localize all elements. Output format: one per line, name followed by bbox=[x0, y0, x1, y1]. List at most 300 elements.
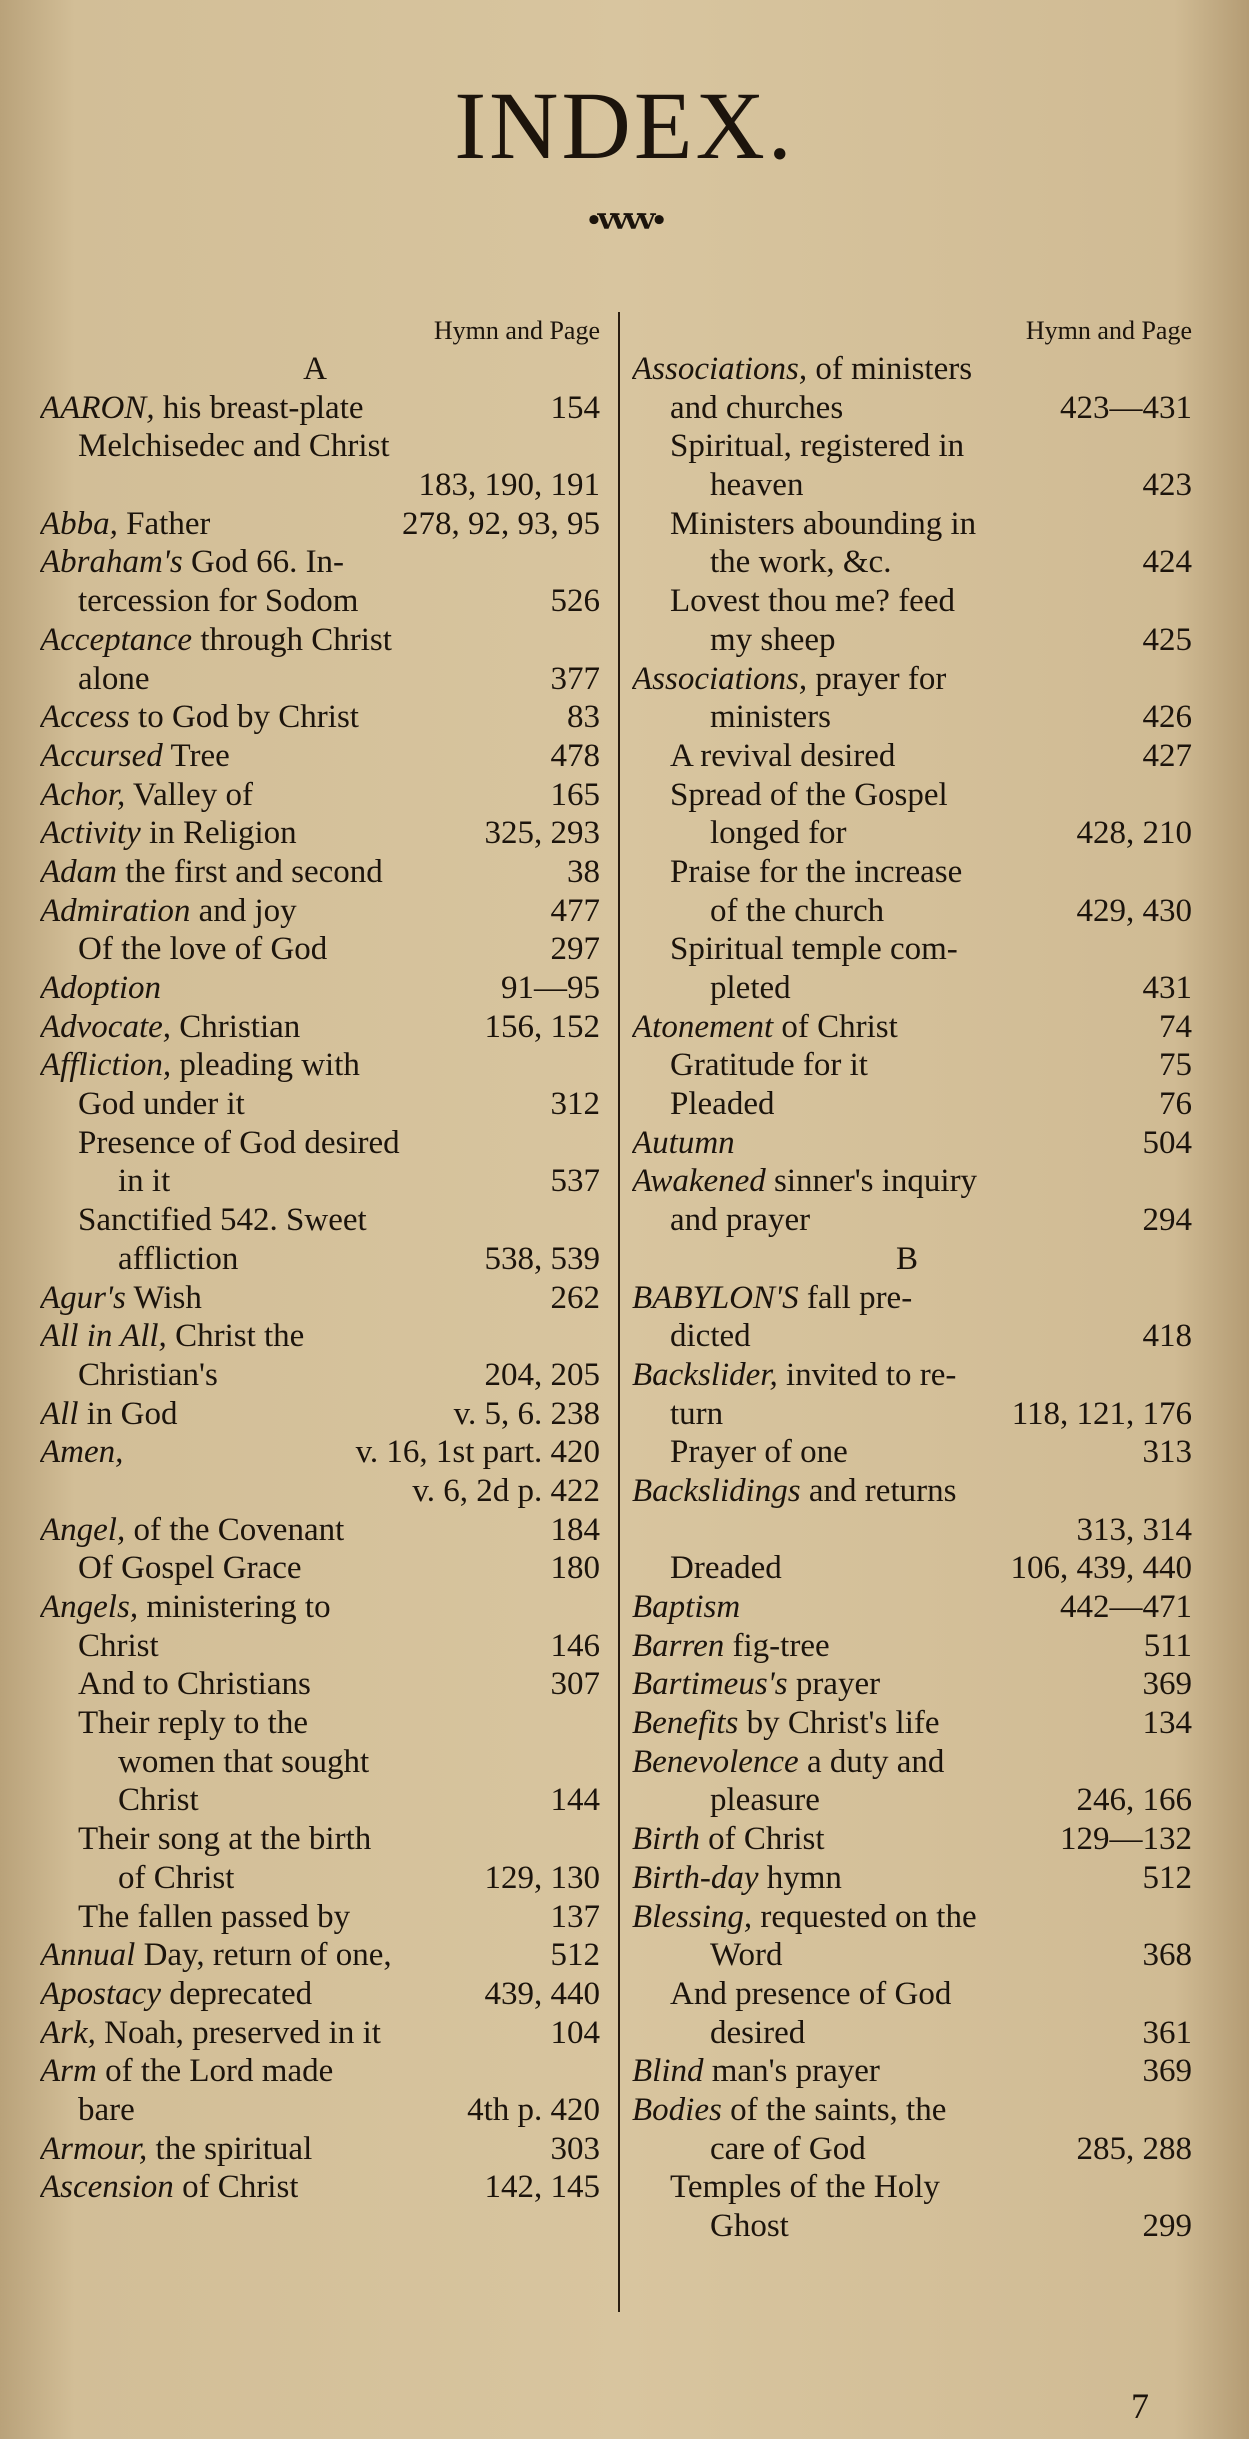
entry-text bbox=[632, 1665, 880, 1704]
entry-text bbox=[78, 930, 327, 969]
entry-text bbox=[40, 1936, 392, 1975]
entry-text bbox=[632, 1162, 977, 1201]
index-entry bbox=[40, 1511, 600, 1550]
entry-description: Christian bbox=[171, 1008, 301, 1045]
entry-keyword: Advocate, bbox=[40, 1008, 172, 1045]
index-entry bbox=[632, 2052, 1192, 2091]
index-entry bbox=[632, 814, 1192, 853]
index-entry bbox=[40, 1859, 600, 1898]
entry-page-ref: 246, 166 bbox=[1076, 1782, 1192, 1819]
entry-keyword: Apostacy bbox=[40, 1975, 161, 2012]
entry-text bbox=[670, 1975, 951, 2014]
entry-keyword: Barren bbox=[632, 1627, 725, 1664]
entry-page-ref: 285, 288 bbox=[1076, 2130, 1192, 2167]
index-entry bbox=[632, 2207, 1192, 2246]
entry-page-ref: 75 bbox=[1159, 1047, 1192, 1084]
entry-text bbox=[670, 1085, 774, 1124]
entry-text bbox=[78, 582, 358, 621]
entry-text bbox=[40, 969, 161, 1008]
index-entry bbox=[632, 1317, 1192, 1356]
entry-description: A revival desired bbox=[670, 737, 896, 774]
entry-page-ref: 297 bbox=[550, 931, 600, 968]
index-entry bbox=[40, 2091, 600, 2130]
entry-description: care of God bbox=[710, 2130, 866, 2167]
entry-description: God 66. In- bbox=[182, 544, 345, 581]
index-entry bbox=[632, 1859, 1192, 1898]
index-entry bbox=[40, 1085, 600, 1124]
entry-text bbox=[710, 892, 884, 931]
index-entry bbox=[632, 2014, 1192, 2053]
entry-page-ref: 537 bbox=[550, 1163, 600, 1200]
index-entry bbox=[40, 1936, 600, 1975]
index-entry bbox=[40, 776, 600, 815]
index-entry bbox=[632, 1472, 1192, 1511]
entry-page-ref: 303 bbox=[550, 2130, 600, 2167]
index-entry bbox=[40, 543, 600, 582]
index-entry bbox=[632, 1820, 1192, 1859]
entry-text bbox=[118, 1240, 238, 1279]
entry-description: Christian's bbox=[78, 1356, 218, 1393]
entry-page-ref: 423—431 bbox=[1060, 389, 1192, 426]
entry-text bbox=[710, 2130, 866, 2169]
entry-description: hymn bbox=[758, 1859, 842, 1896]
entry-description: Temples of the Holy bbox=[670, 2169, 940, 2206]
entry-keyword: Associations, bbox=[632, 351, 808, 387]
entry-keyword: Blessing, bbox=[632, 1898, 753, 1935]
entry-description: Valley of bbox=[125, 776, 253, 813]
index-entry bbox=[632, 1433, 1192, 1472]
entry-text bbox=[303, 350, 327, 389]
entry-text bbox=[632, 1008, 898, 1047]
entry-description: Of the love of God bbox=[78, 931, 328, 968]
entry-description: of the church bbox=[710, 892, 885, 929]
entry-text bbox=[40, 1046, 360, 1085]
entry-description: my sheep bbox=[710, 621, 836, 658]
entry-keyword: Awakened bbox=[632, 1163, 766, 1200]
index-entry bbox=[632, 1356, 1192, 1395]
entry-description: of Christ bbox=[773, 1008, 898, 1045]
entry-text bbox=[118, 1743, 369, 1782]
entry-page-ref: 142, 145 bbox=[484, 2169, 600, 2206]
entry-text bbox=[40, 737, 230, 776]
entry-text bbox=[710, 621, 836, 660]
entry-description: Word bbox=[710, 1937, 783, 1974]
entry-page-ref: 299 bbox=[1142, 2208, 1192, 2244]
entry-text bbox=[710, 1936, 783, 1975]
index-column-right bbox=[632, 312, 1192, 2246]
entry-page-ref: 129—132 bbox=[1060, 1821, 1192, 1858]
entry-description: in it bbox=[118, 1163, 171, 1200]
entry-description: invited to re- bbox=[777, 1356, 957, 1393]
column-header: Hymn and Page bbox=[1025, 316, 1192, 345]
entry-page-ref: 442—471 bbox=[1060, 1589, 1192, 1625]
entry-description: and joy bbox=[190, 892, 297, 929]
index-entry bbox=[632, 660, 1192, 699]
index-entry bbox=[632, 1008, 1192, 1047]
entry-description: pleasure bbox=[710, 1782, 820, 1819]
entry-text bbox=[40, 892, 297, 931]
index-entry bbox=[40, 1201, 600, 1240]
entry-text bbox=[40, 814, 297, 853]
entry-description: Tree bbox=[162, 737, 230, 774]
entry-keyword: Acceptance bbox=[40, 621, 193, 658]
entry-page-ref: 429, 430 bbox=[1076, 892, 1192, 929]
index-entry bbox=[632, 1240, 1192, 1279]
index-entry bbox=[632, 2168, 1192, 2207]
entry-page-ref: 428, 210 bbox=[1076, 815, 1192, 852]
entry-keyword: BABYLON'S bbox=[632, 1279, 799, 1316]
index-entry bbox=[632, 1511, 1192, 1550]
entry-description: Wish bbox=[125, 1279, 202, 1316]
index-entry bbox=[632, 350, 1192, 389]
entry-text bbox=[78, 1201, 367, 1240]
entry-description: and prayer bbox=[670, 1202, 811, 1239]
entry-description: in God bbox=[78, 1395, 178, 1432]
entry-text bbox=[40, 698, 359, 737]
entry-page-ref: 368 bbox=[1142, 1937, 1192, 1974]
entry-page-ref: 377 bbox=[550, 660, 600, 697]
entry-text bbox=[670, 1317, 751, 1356]
index-entry bbox=[40, 660, 600, 699]
entry-keyword: Autumn bbox=[632, 1124, 735, 1161]
entry-text bbox=[78, 427, 390, 466]
entry-page-ref: 504 bbox=[1142, 1124, 1192, 1161]
entry-text bbox=[78, 1665, 311, 1704]
entry-description: pleading with bbox=[171, 1047, 360, 1084]
entry-text bbox=[40, 2052, 333, 2091]
entry-page-ref: 118, 121, 176 bbox=[1011, 1395, 1192, 1432]
entry-page-ref: 427 bbox=[1142, 737, 1192, 774]
entry-page-ref: 478 bbox=[550, 737, 600, 774]
entry-text bbox=[670, 582, 955, 621]
index-entry bbox=[40, 1356, 600, 1395]
entry-text bbox=[40, 389, 364, 428]
entry-text bbox=[670, 1201, 810, 1240]
index-entry bbox=[632, 1704, 1192, 1743]
entry-keyword: Birth-day bbox=[632, 1859, 759, 1896]
index-entry bbox=[40, 1395, 600, 1434]
index-entry bbox=[632, 737, 1192, 776]
index-entry bbox=[40, 2130, 600, 2169]
index-entry bbox=[632, 1279, 1192, 1318]
entry-description: fig-tree bbox=[724, 1627, 830, 1664]
index-entry bbox=[40, 1743, 600, 1782]
entry-description: Father bbox=[117, 505, 211, 542]
entry-page-ref: 134 bbox=[1142, 1705, 1192, 1742]
entry-text bbox=[896, 1240, 918, 1279]
entry-keyword: Birth bbox=[632, 1821, 700, 1858]
entry-text bbox=[632, 1704, 940, 1743]
index-entries bbox=[632, 350, 1192, 2246]
index-entry bbox=[632, 427, 1192, 466]
entry-page-ref: 38 bbox=[567, 853, 600, 890]
entry-keyword: Admiration bbox=[40, 892, 191, 929]
entry-description: Melchisedec and Christ bbox=[78, 428, 390, 465]
index-entry bbox=[632, 621, 1192, 660]
entry-page-ref: 418 bbox=[1142, 1318, 1192, 1355]
entry-text bbox=[40, 2168, 298, 2207]
entry-description: of ministers bbox=[807, 351, 973, 387]
index-entry bbox=[40, 621, 600, 660]
entry-text bbox=[670, 2168, 940, 2207]
entry-text bbox=[670, 853, 962, 892]
entry-description: pleted bbox=[710, 970, 791, 1006]
entry-description: and returns bbox=[800, 1472, 957, 1509]
entry-page-ref: 313 bbox=[1142, 1434, 1192, 1471]
entry-description: bare bbox=[78, 2091, 135, 2128]
entry-keyword: Atonement bbox=[632, 1008, 774, 1045]
index-entry bbox=[40, 1665, 600, 1704]
entry-description: of the Covenant bbox=[125, 1511, 345, 1548]
entry-text bbox=[670, 930, 958, 969]
entry-keyword: Benefits bbox=[632, 1705, 739, 1742]
entry-text bbox=[40, 543, 344, 582]
entry-description: desired bbox=[710, 2014, 806, 2051]
index-entry bbox=[40, 2052, 600, 2091]
index-entry bbox=[632, 1124, 1192, 1163]
page-number: 7 bbox=[1131, 2386, 1149, 2426]
entry-keyword: Achor, bbox=[40, 776, 126, 813]
entry-text bbox=[78, 1549, 302, 1588]
entry-description: of the Lord made bbox=[96, 2053, 334, 2090]
entry-description: Dreaded bbox=[670, 1550, 782, 1587]
entry-keyword: All in All, bbox=[40, 1318, 167, 1355]
entry-keyword: Backslidings bbox=[632, 1472, 801, 1509]
entry-description: women that sought bbox=[118, 1743, 370, 1780]
entry-page-ref: 104 bbox=[550, 2014, 600, 2051]
entry-description: Spiritual, registered in bbox=[670, 428, 965, 465]
entry-page-ref: 425 bbox=[1142, 621, 1192, 658]
index-entry bbox=[40, 1008, 600, 1047]
entry-text bbox=[632, 1472, 956, 1511]
entry-page-ref: 325, 293 bbox=[484, 815, 600, 852]
entry-page-ref: 526 bbox=[550, 583, 600, 620]
entry-text bbox=[710, 698, 831, 737]
entry-description: ministers bbox=[710, 699, 831, 736]
entry-page-ref: v. 6, 2d p. 422 bbox=[412, 1472, 600, 1509]
entry-page-ref: 369 bbox=[1142, 1666, 1192, 1703]
index-entry bbox=[632, 1936, 1192, 1975]
index-entry bbox=[632, 1085, 1192, 1124]
index-entry bbox=[40, 1240, 600, 1279]
entry-page-ref: 439, 440 bbox=[484, 1975, 600, 2012]
index-entry bbox=[632, 1781, 1192, 1820]
index-entry bbox=[40, 737, 600, 776]
entry-text bbox=[78, 1898, 350, 1937]
entry-keyword: Armour, bbox=[40, 2130, 148, 2167]
index-entry bbox=[632, 1162, 1192, 1201]
index-entry bbox=[40, 1046, 600, 1085]
entry-text bbox=[670, 1395, 723, 1434]
entry-keyword: Abraham's bbox=[40, 544, 183, 581]
entry-description: deprecated bbox=[160, 1975, 313, 2012]
entry-page-ref: 83 bbox=[567, 699, 600, 736]
index-entry bbox=[632, 2091, 1192, 2130]
entry-keyword: All bbox=[40, 1395, 79, 1432]
entry-text bbox=[40, 1511, 344, 1550]
entry-text bbox=[78, 1085, 245, 1124]
index-entry bbox=[632, 969, 1192, 1008]
entry-keyword: Bartimeus's bbox=[632, 1666, 788, 1703]
index-entry bbox=[40, 892, 600, 931]
index-entry bbox=[40, 1549, 600, 1588]
entry-text bbox=[632, 1356, 956, 1395]
entry-description: A bbox=[303, 351, 327, 387]
index-entry bbox=[632, 466, 1192, 505]
index-entry bbox=[40, 466, 600, 505]
entry-page-ref: 144 bbox=[550, 1782, 600, 1819]
entry-description: Christ bbox=[78, 1627, 159, 1664]
entry-description: requested on the bbox=[752, 1898, 977, 1935]
entry-description: man's prayer bbox=[703, 2053, 880, 2090]
entry-description: Noah, preserved in it bbox=[95, 2014, 381, 2051]
entry-keyword: Annual bbox=[40, 1937, 136, 1974]
entry-page-ref: 4th p. 420 bbox=[467, 2091, 600, 2128]
entry-description: Day, return of one, bbox=[135, 1937, 392, 1974]
entry-text bbox=[632, 2091, 946, 2130]
entry-description: Lovest thou me? feed bbox=[670, 583, 955, 620]
entry-page-ref: 312 bbox=[550, 1086, 600, 1123]
index-entry bbox=[632, 1395, 1192, 1434]
index-entry bbox=[632, 1898, 1192, 1937]
entry-page-ref: 146 bbox=[550, 1627, 600, 1664]
entry-description: of Christ bbox=[699, 1821, 825, 1858]
entry-keyword: Agur's bbox=[40, 1279, 126, 1316]
index-entry bbox=[40, 1704, 600, 1743]
index-entry bbox=[632, 1201, 1192, 1240]
entry-description: Presence of God desired bbox=[78, 1124, 400, 1161]
index-entry bbox=[632, 1665, 1192, 1704]
entry-description: Christ bbox=[118, 1782, 199, 1819]
index-column-left bbox=[40, 312, 600, 2207]
entry-keyword: Adam bbox=[40, 853, 117, 890]
entry-keyword: Ark, bbox=[40, 2014, 96, 2051]
entry-description: turn bbox=[670, 1395, 724, 1432]
entry-keyword: Adoption bbox=[40, 970, 161, 1006]
entry-description: Of Gospel Grace bbox=[78, 1550, 302, 1587]
entry-page-ref: 180 bbox=[550, 1550, 600, 1587]
index-entry bbox=[632, 698, 1192, 737]
entry-keyword: Blind bbox=[632, 2053, 704, 2090]
entry-description: his breast-plate bbox=[154, 389, 364, 426]
entry-page-ref: 204, 205 bbox=[484, 1356, 600, 1393]
entry-description: through Christ bbox=[192, 621, 392, 658]
column-rule bbox=[618, 312, 620, 2312]
entry-text bbox=[670, 1433, 848, 1472]
index-entry bbox=[40, 2014, 600, 2053]
entry-description: Pleaded bbox=[670, 1086, 775, 1123]
index-entry bbox=[40, 1820, 600, 1859]
entry-text bbox=[670, 1046, 868, 1085]
entry-description: of Christ bbox=[173, 2169, 299, 2206]
entry-page-ref: 184 bbox=[550, 1511, 600, 1548]
entry-text bbox=[710, 466, 803, 505]
entry-keyword: Associations, bbox=[632, 660, 808, 697]
entry-description: Gratitude for it bbox=[670, 1047, 868, 1084]
entry-page-ref: v. 16, 1st part. 420 bbox=[355, 1434, 600, 1471]
index-entry bbox=[40, 1317, 600, 1356]
entry-description: ministering to bbox=[138, 1589, 331, 1625]
entry-keyword: Amen, bbox=[40, 1434, 124, 1471]
index-entry bbox=[40, 1433, 600, 1472]
entry-page-ref: 154 bbox=[550, 389, 600, 426]
entry-page-ref: 538, 539 bbox=[484, 1240, 600, 1277]
entry-description: longed for bbox=[710, 815, 847, 852]
entry-text bbox=[78, 2091, 135, 2130]
index-entry bbox=[40, 350, 600, 389]
entry-keyword: Arm bbox=[40, 2053, 97, 2090]
entry-description: prayer for bbox=[807, 660, 947, 697]
entry-text bbox=[40, 1588, 331, 1627]
index-entry bbox=[40, 1124, 600, 1163]
entry-description: Their reply to the bbox=[78, 1705, 309, 1742]
page-title: INDEX. bbox=[454, 72, 795, 179]
index-entry bbox=[40, 969, 600, 1008]
entry-page-ref: 74 bbox=[1159, 1008, 1192, 1045]
entry-page-ref: 129, 130 bbox=[484, 1859, 600, 1896]
entry-keyword: Backslider, bbox=[632, 1356, 778, 1393]
entry-keyword: Baptism bbox=[632, 1589, 741, 1625]
entry-text bbox=[118, 1162, 170, 1201]
entry-description: Prayer of one bbox=[670, 1434, 848, 1471]
entry-text bbox=[40, 505, 210, 544]
entry-text bbox=[40, 621, 392, 660]
entry-text bbox=[632, 660, 946, 699]
entry-keyword: Abba, bbox=[40, 505, 118, 542]
entry-text bbox=[632, 1820, 825, 1859]
entry-text bbox=[40, 1008, 300, 1047]
entry-text bbox=[710, 2207, 789, 2246]
index-entry bbox=[632, 776, 1192, 815]
index-entry bbox=[632, 582, 1192, 621]
index-entry bbox=[632, 1046, 1192, 1085]
entry-text bbox=[670, 737, 895, 776]
entry-text bbox=[710, 1781, 820, 1820]
entry-keyword: Accursed bbox=[40, 737, 163, 774]
entry-text bbox=[78, 1356, 218, 1395]
entry-text bbox=[78, 1627, 159, 1666]
entry-keyword: Affliction, bbox=[40, 1047, 172, 1084]
entry-text bbox=[632, 2052, 880, 2091]
entry-description: Ghost bbox=[710, 2208, 789, 2244]
entry-description: God under it bbox=[78, 1086, 245, 1123]
entry-text bbox=[710, 969, 791, 1008]
index-entry bbox=[632, 389, 1192, 428]
index-entry bbox=[40, 1279, 600, 1318]
index-entries bbox=[40, 350, 600, 2207]
entry-description: Spiritual temple com- bbox=[670, 931, 958, 968]
ornament-divider: ∙vvvv∙ bbox=[586, 202, 663, 237]
index-entry bbox=[40, 505, 600, 544]
entry-description: Sanctified 542. Sweet bbox=[78, 1202, 367, 1239]
entry-text bbox=[40, 2014, 381, 2053]
entry-text bbox=[632, 1859, 842, 1898]
index-entry bbox=[40, 814, 600, 853]
entry-text bbox=[118, 1781, 199, 1820]
entry-text bbox=[40, 1279, 202, 1318]
entry-text bbox=[670, 505, 976, 544]
entry-page-ref: 431 bbox=[1142, 970, 1192, 1006]
entry-page-ref: 294 bbox=[1142, 1202, 1192, 1239]
entry-description: B bbox=[895, 1240, 918, 1277]
entry-text bbox=[670, 427, 964, 466]
entry-page-ref: 369 bbox=[1142, 2053, 1192, 2090]
index-entry bbox=[40, 853, 600, 892]
entry-description: of the saints, the bbox=[721, 2091, 947, 2128]
index-entry bbox=[632, 853, 1192, 892]
entry-description: to God by Christ bbox=[129, 699, 359, 736]
entry-text bbox=[40, 1395, 178, 1434]
